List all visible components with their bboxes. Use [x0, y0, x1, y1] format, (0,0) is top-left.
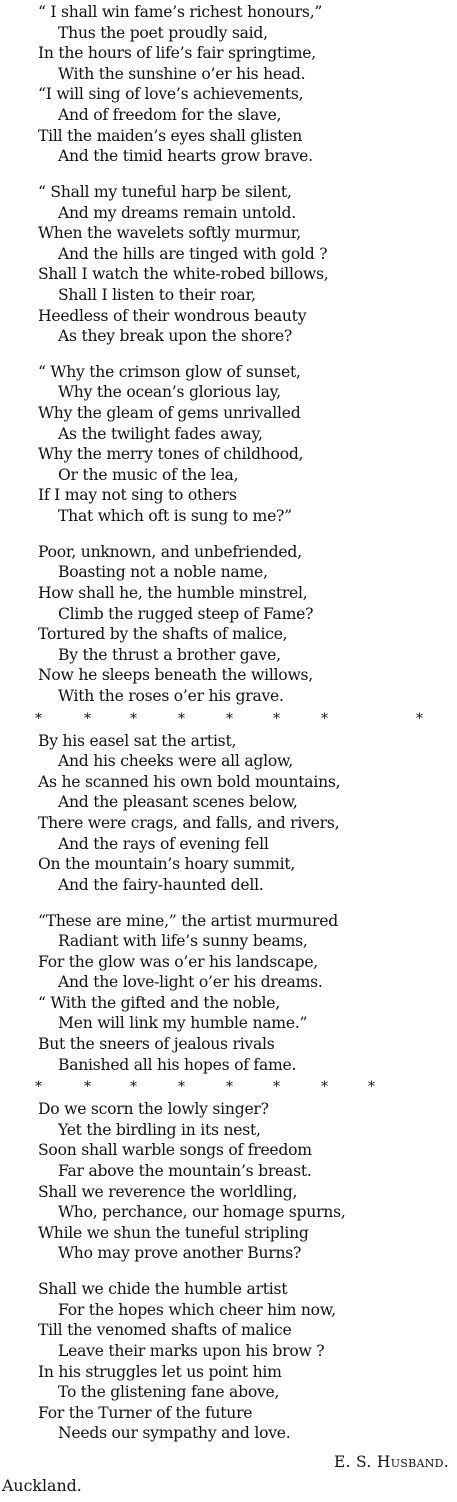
author-surname: Husband.	[376, 1453, 449, 1471]
poem-line: Soon shall warble songs of freedom	[38, 1141, 312, 1160]
stanza-8	[0, 1279, 457, 1444]
poem-line: Banished all his hopes of fame.	[58, 1055, 297, 1074]
poem-line: Boasting not a noble name,	[58, 563, 268, 582]
poem-line: And of freedom for the slave,	[58, 105, 282, 124]
poem-line: But the sneers of jealous rivals	[38, 1035, 275, 1054]
asterisk: *	[35, 710, 42, 727]
poem-line: As the twilight fades away,	[58, 424, 263, 443]
poem-line: Climb the rugged steep of Fame?	[58, 604, 314, 623]
author-initials: E. S.	[333, 1453, 372, 1471]
poem-line: That which oft is sung to me?”	[58, 507, 292, 526]
poem-line: And his cheeks were all aglow,	[58, 752, 293, 771]
poem-line: With the roses o’er his grave.	[58, 686, 284, 705]
poem-line: Till the maiden’s eyes shall glisten	[38, 126, 303, 145]
poem-line: Who may prove another Burns?	[58, 1244, 302, 1263]
poem-line: And my dreams remain untold.	[58, 203, 296, 222]
poem-line: And the fairy-haunted dell.	[58, 875, 264, 894]
poem-line: Far above the mountain’s breast.	[58, 1162, 312, 1181]
poem-line: And the rays of evening fell	[58, 834, 269, 853]
poem-line: With the sunshine o’er his head.	[58, 64, 306, 83]
poem-line: As he scanned his own bold mountains,	[38, 772, 341, 791]
poem-line: Till the venomed shafts of malice	[38, 1321, 292, 1340]
stanza-1	[0, 2, 457, 167]
asterisk: *	[273, 1079, 280, 1096]
asterisk: *	[84, 710, 91, 727]
asterisk: *	[35, 1079, 42, 1096]
poem-line: Yet the birdling in its nest,	[58, 1120, 261, 1139]
poem-line: Thus the poet proudly said,	[58, 23, 268, 42]
poem-line: “ With the gifted and the noble,	[38, 993, 280, 1012]
poem-line: While we shun the tuneful stripling	[38, 1223, 309, 1242]
poem-line: Shall I listen to their roar,	[58, 285, 256, 304]
poem-line: For the Turner of the future	[38, 1403, 253, 1422]
asterisk: *	[226, 710, 233, 727]
poem-line: Why the gleam of gems unrivalled	[38, 404, 301, 423]
poem-line: Tortured by the shafts of malice,	[38, 625, 288, 644]
section-separator-2	[0, 1075, 457, 1099]
poem-line: On the mountain’s hoary summit,	[38, 855, 296, 874]
asterisk: *	[226, 1079, 233, 1096]
poem-line: “ Shall my tuneful harp be silent,	[38, 182, 292, 201]
poem-line: As they break upon the shore?	[58, 327, 293, 346]
poem-line: Poor, unknown, and unbefriended,	[38, 542, 302, 561]
poem-line: Radiant with life’s sunny beams,	[58, 932, 308, 951]
asterisk: *	[84, 1079, 91, 1096]
poem-line: Men will link my humble name.”	[58, 1014, 308, 1033]
asterisk: *	[273, 710, 280, 727]
asterisk: *	[178, 710, 185, 727]
stanza-2	[0, 182, 457, 347]
poem-line: In the hours of life’s fair springtime,	[38, 44, 316, 63]
poem-line: And the timid hearts grow brave.	[58, 147, 313, 166]
asterisk: *	[321, 710, 328, 727]
poem-line: “ I shall win fame’s richest honours,”	[38, 3, 323, 21]
poem-line: If I may not sing to others	[38, 486, 237, 505]
stanza-3	[0, 362, 457, 527]
poem-line: In his struggles let us point him	[38, 1362, 282, 1381]
poem-line: Who, perchance, our homage spurns,	[58, 1203, 346, 1222]
poem-line: Why the ocean’s glorious lay,	[58, 383, 281, 402]
stanza-4	[0, 542, 457, 707]
poem-line: Shall we chide the humble artist	[38, 1280, 288, 1299]
poem-line: To the glistening fane above,	[58, 1383, 280, 1402]
poem-line: By the thrust a brother gave,	[58, 645, 281, 664]
poem-line: Now he sleeps beneath the willows,	[38, 666, 313, 685]
poem-line: And the hills are tinged with gold ?	[58, 244, 328, 263]
asterisk: *	[321, 1079, 328, 1096]
author-signature	[334, 1453, 449, 1471]
poem-line: And the pleasant scenes below,	[58, 793, 298, 812]
poem-line: Why the merry tones of childhood,	[38, 445, 304, 464]
poem-line: “These are mine,” the artist murmured	[38, 911, 338, 930]
poem-line: Heedless of their wondrous beauty	[38, 306, 307, 325]
poem-line: For the hopes which cheer him now,	[58, 1300, 336, 1319]
poem-line: There were crags, and falls, and rivers,	[38, 813, 340, 832]
poem	[0, 2, 457, 1444]
section-separator-1	[0, 707, 457, 731]
poem-line: And the love-light o’er his dreams.	[58, 973, 323, 992]
stanza-6	[0, 911, 457, 1076]
poem-line: Needs our sympathy and love.	[58, 1424, 291, 1443]
place-name: Auckland.	[2, 1476, 82, 1495]
poem-line: “I will sing of love’s achievements,	[38, 85, 304, 104]
poem-line: Shall we reverence the worldling,	[38, 1182, 298, 1201]
poem-line: “ Why the crimson glow of sunset,	[38, 362, 301, 381]
poem-line: When the wavelets softly murmur,	[38, 224, 301, 243]
poem-line: Do we scorn the lowly singer?	[38, 1100, 269, 1119]
poem-line: Leave their marks upon his brow ?	[58, 1341, 325, 1360]
asterisk: *	[416, 710, 423, 727]
poem-line: By his easel sat the artist,	[38, 731, 237, 750]
asterisk: *	[178, 1079, 185, 1096]
poem-line: Shall I watch the white-robed billows,	[38, 265, 329, 284]
poem-line: How shall he, the humble minstrel,	[38, 584, 308, 602]
stanza-5	[0, 731, 457, 896]
asterisk: *	[130, 1079, 137, 1096]
poem-line: For the glow was o’er his landscape,	[38, 952, 319, 971]
asterisk: *	[368, 1079, 375, 1096]
asterisk: *	[130, 710, 137, 727]
stanza-7	[0, 1099, 457, 1264]
poem-line: Or the music of the lea,	[58, 465, 239, 484]
